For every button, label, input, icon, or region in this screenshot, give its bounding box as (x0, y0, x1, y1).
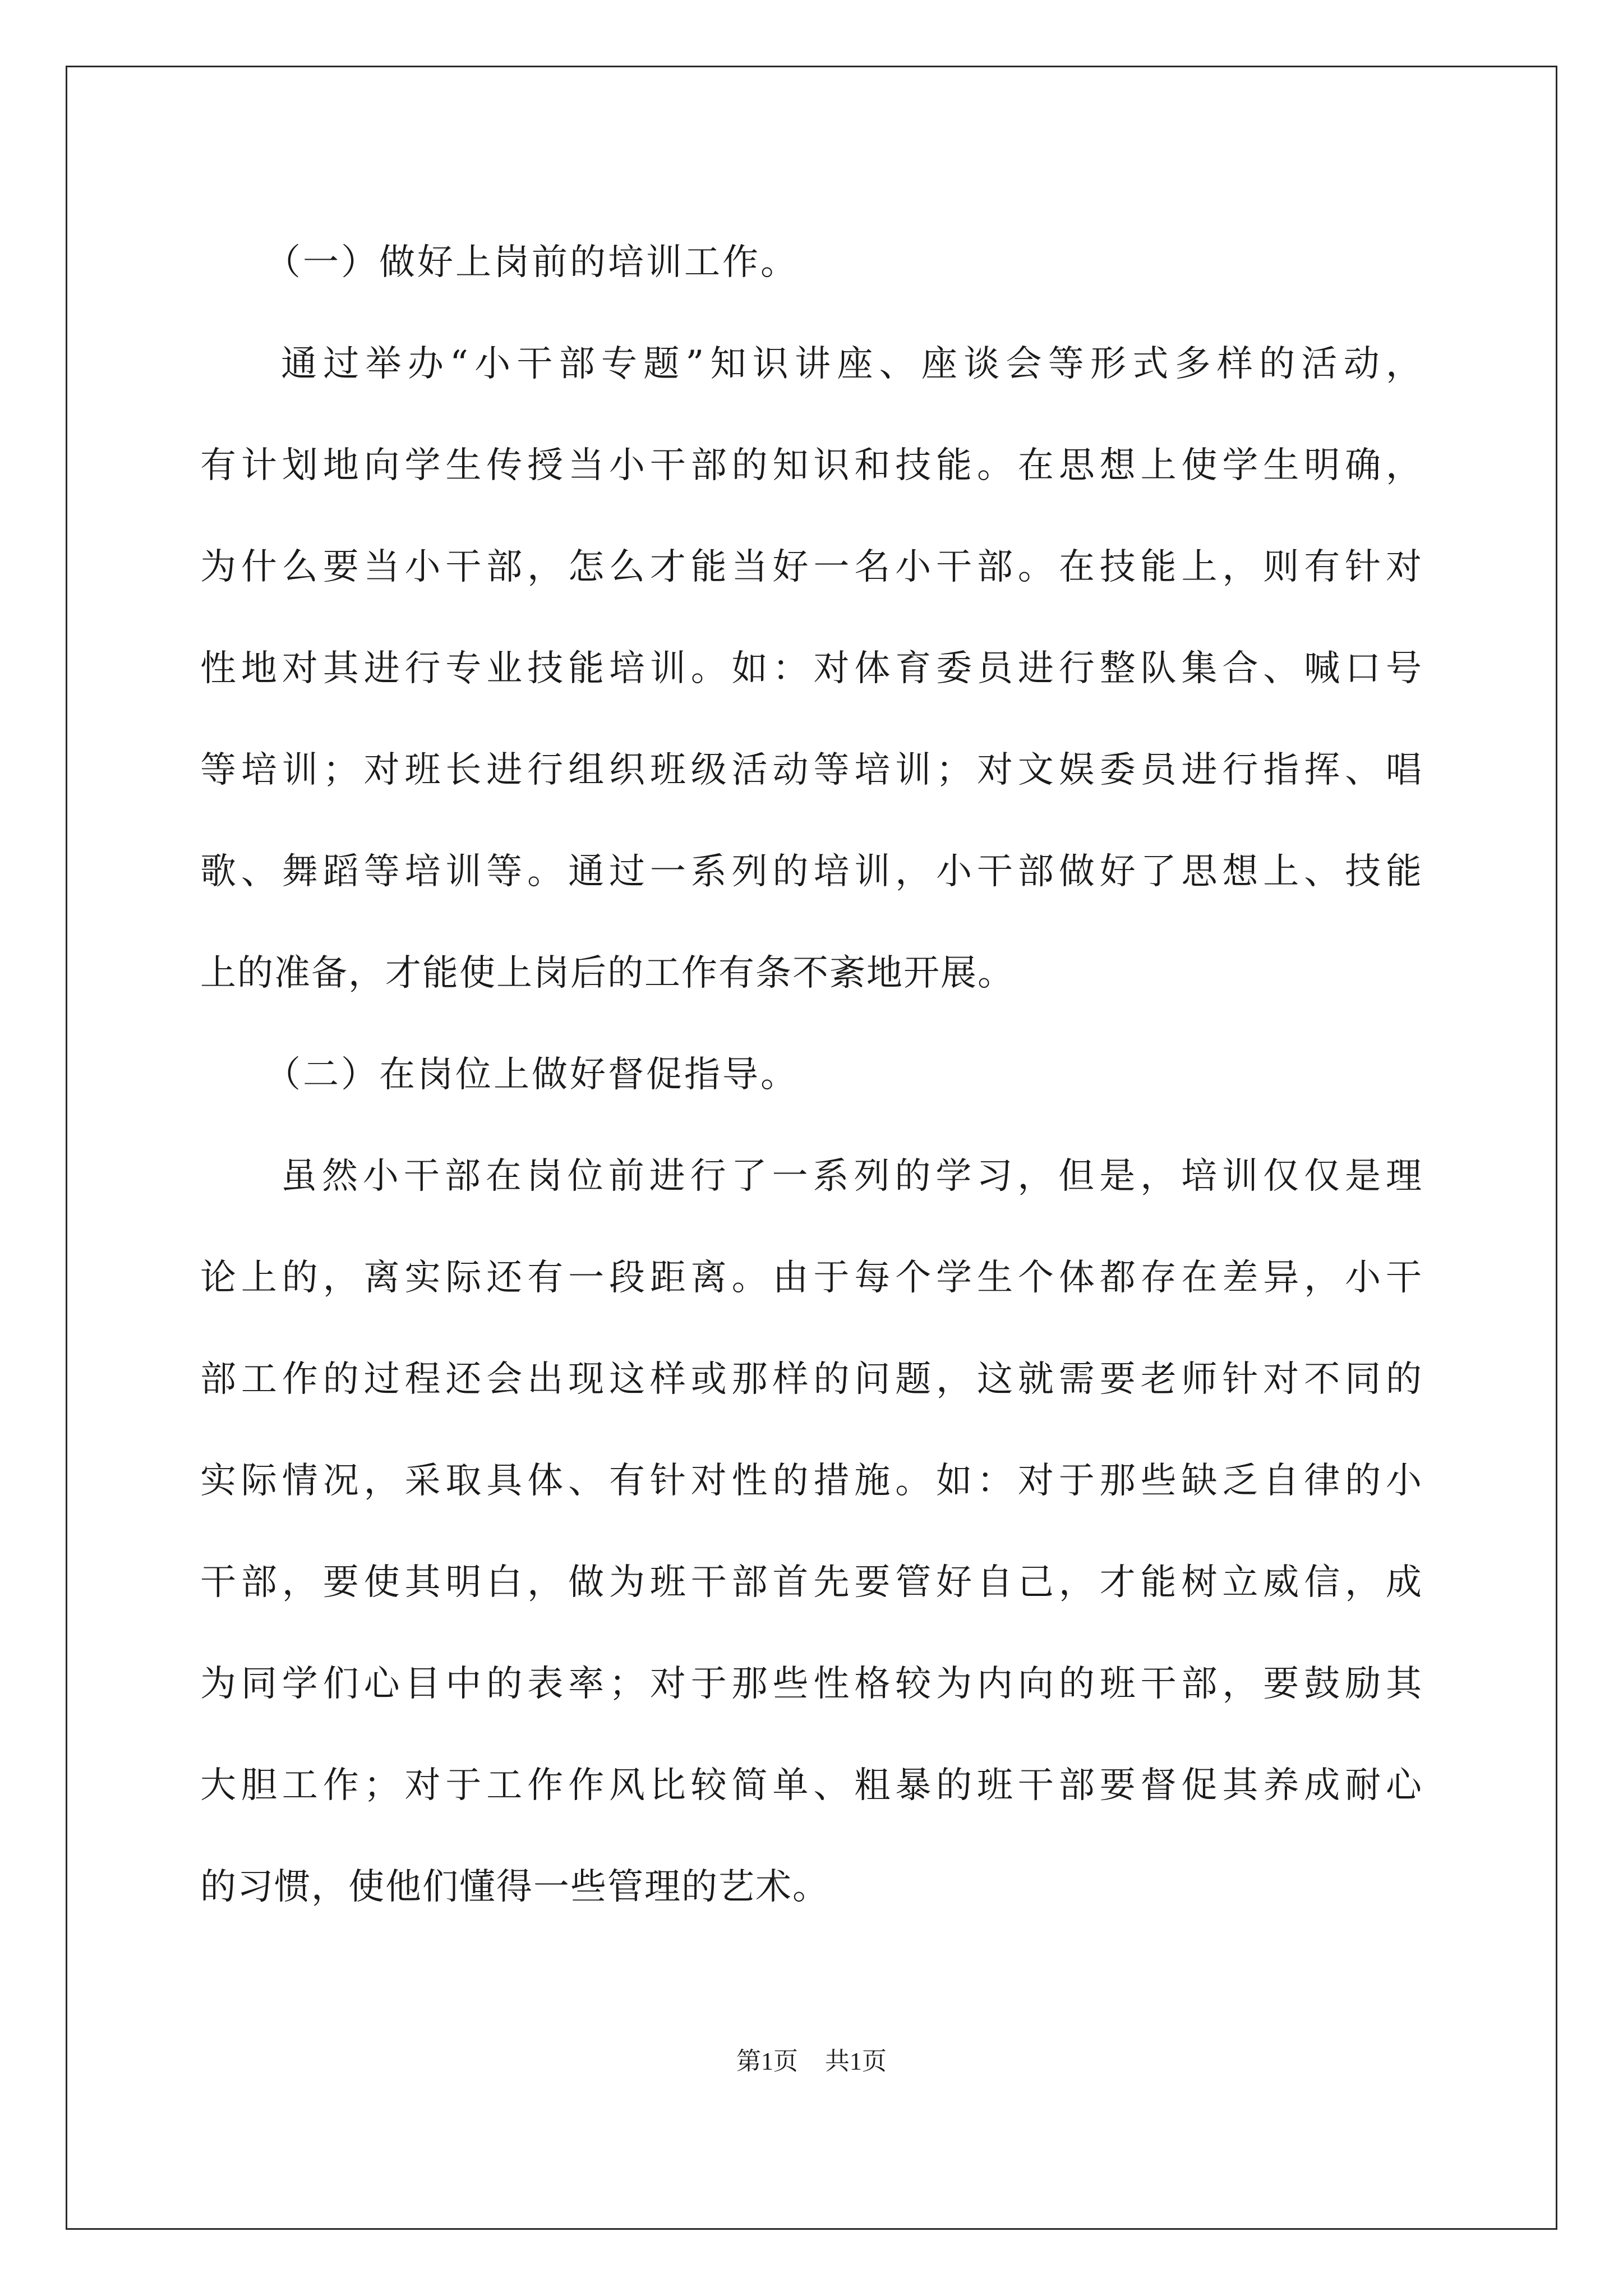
paragraph-line: 等培训；对班长进行组织班级活动等培训；对文娱委员进行指挥、唱 (200, 749, 1423, 791)
page-footer (0, 2041, 1623, 2077)
paragraph-line: 为什么要当小干部，怎么才能当好一名小干部。在技能上，则有针对 (200, 546, 1423, 588)
paragraph-line: 虽然小干部在岗位前进行了一系列的学习，但是，培训仅仅是理 (281, 1156, 1423, 1197)
paragraph-line: 干部，要使其明白，做为班干部首先要管好自己，才能树立威信，成 (200, 1562, 1423, 1603)
section-paragraph (200, 314, 1423, 1024)
paragraph-line: 歌、舞蹈等培训等。通过一系列的培训，小干部做好了思想上、技能 (200, 851, 1423, 892)
paragraph-line: 为同学们心目中的表率；对于那些性格较为内向的班干部，要鼓励其 (200, 1663, 1423, 1705)
section-paragraph (200, 1126, 1423, 1938)
paragraph-line: 大胆工作；对于工作作风比较简单、粗暴的班干部要督促其养成耐心 (200, 1765, 1423, 1806)
paragraph-line: 的习惯，使他们懂得一些管理的艺术。 (200, 1866, 829, 1908)
section-heading: （二）在岗位上做好督促指导。 (265, 1054, 799, 1096)
page-number: 第1页 (736, 2047, 798, 2075)
paragraph-line: 实际情况，采取具体、有针对性的措施。如：对于那些缺乏自律的小 (200, 1460, 1423, 1502)
total-pages: 共1页 (825, 2047, 887, 2075)
paragraph-line: 部工作的过程还会出现这样或那样的问题，这就需要老师针对不同的 (200, 1359, 1423, 1400)
paragraph-line: 有计划地向学生传授当小干部的知识和技能。在思想上使学生明确， (200, 445, 1423, 486)
paragraph-line: 上的准备，才能使上岗后的工作有条不紊地开展。 (200, 953, 1015, 994)
paragraph-line: 性地对其进行专业技能培训。如：对体育委员进行整队集合、喊口号 (200, 648, 1423, 689)
section-heading: （一）做好上岗前的培训工作。 (265, 242, 799, 283)
paragraph-line: 论上的，离实际还有一段距离。由于每个学生个体都存在差异，小干 (200, 1257, 1423, 1299)
paragraph-line: 通过举办“小干部专题”知识讲座、座谈会等形式多样的活动， (281, 343, 1423, 385)
document-body (200, 212, 1423, 1938)
